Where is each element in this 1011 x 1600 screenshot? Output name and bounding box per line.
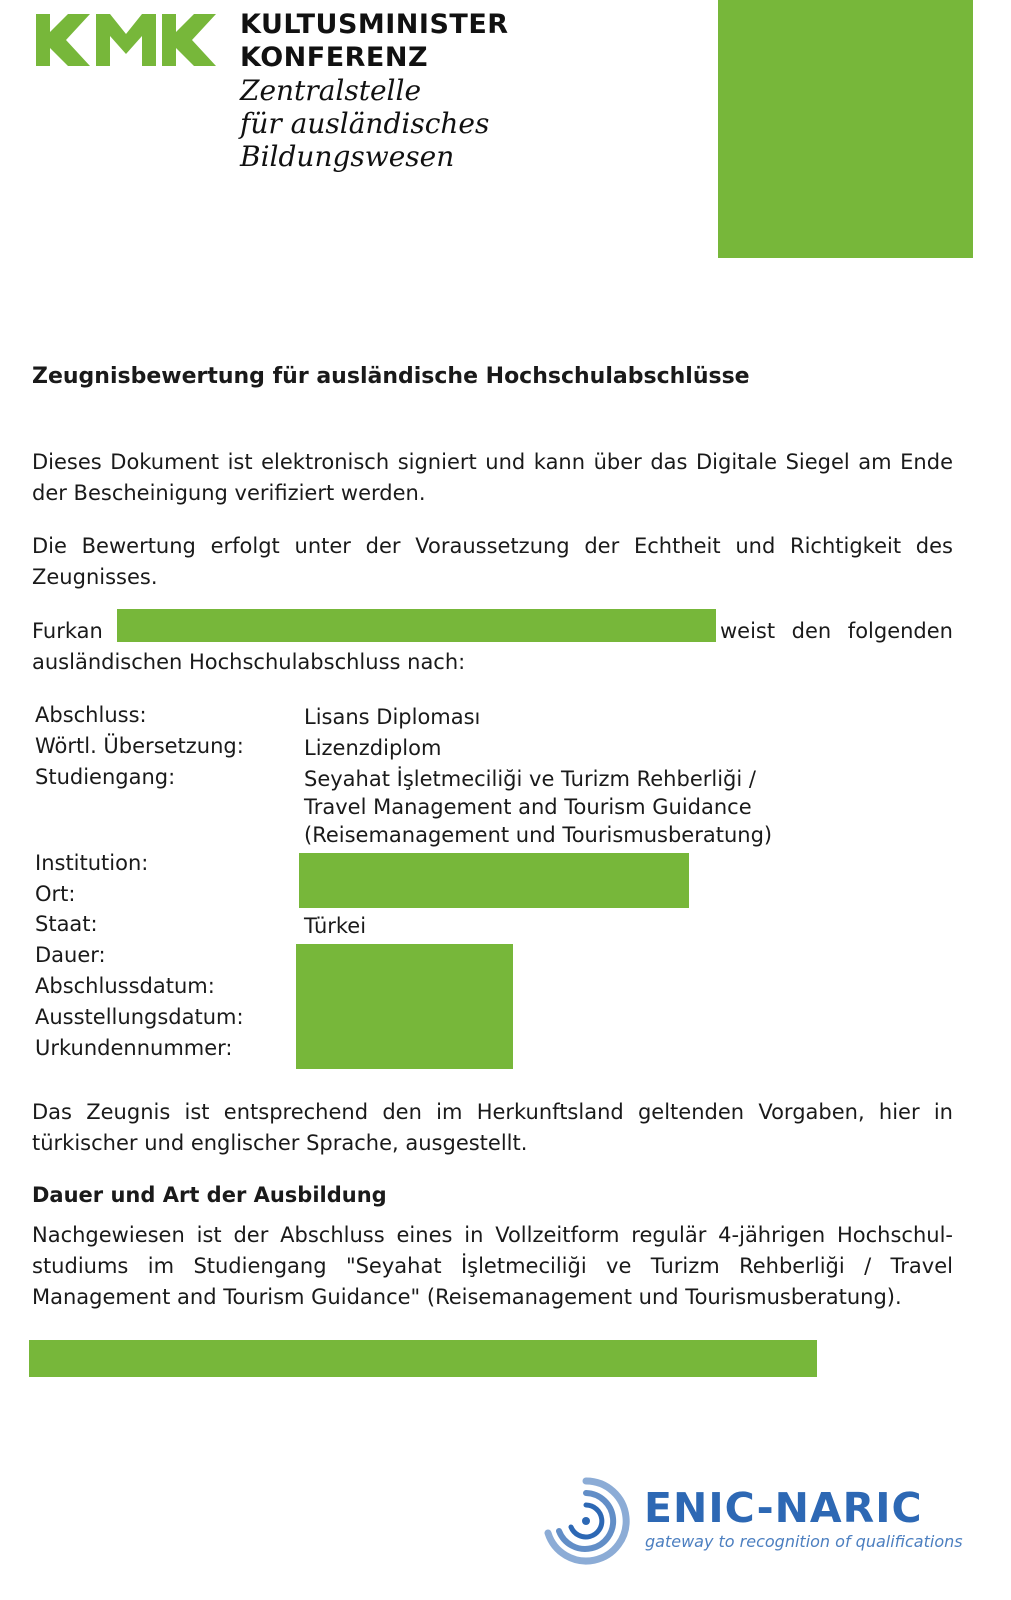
value-staat: Türkei bbox=[304, 914, 367, 938]
value-uebersetzung: Lizenzdiplom bbox=[304, 736, 442, 760]
studiengang-line-3: (Reisemanagement und Tourismusberatung) bbox=[304, 823, 773, 847]
org-sub-2: für ausländisches bbox=[240, 107, 490, 140]
label-dauer: Dauer: bbox=[35, 943, 106, 967]
intro-paragraph-2 bbox=[32, 531, 953, 593]
holder-sentence-text: weist den folgenden ausländischen Hochschulabschluss nach: bbox=[32, 619, 953, 674]
enic-naric-tagline: gateway to recognition of qualifications bbox=[645, 1532, 963, 1551]
section-paragraph bbox=[32, 1220, 953, 1313]
org-sub-3: Bildungswesen bbox=[240, 140, 455, 173]
intro-1-text: Dieses Dokument ist elektronisch signiert und kann über das Digitale Siegel am Ende der Bescheinigung verifiziert werden. bbox=[32, 450, 953, 505]
redaction-institution bbox=[299, 853, 689, 908]
label-ausstellungsdatum: Ausstellungsdatum: bbox=[35, 1005, 244, 1029]
studiengang-line-2: Travel Management and Tourism Guidance bbox=[304, 795, 752, 819]
label-staat: Staat: bbox=[35, 912, 98, 936]
enic-naric-name: ENIC-NARIC bbox=[644, 1484, 923, 1532]
holder-sentence bbox=[32, 616, 953, 678]
label-urkundennummer: Urkundennummer: bbox=[35, 1036, 233, 1060]
label-institution: Institution: bbox=[35, 851, 149, 875]
issuance-paragraph bbox=[32, 1097, 953, 1159]
kmk-logo-icon bbox=[36, 14, 216, 66]
section-text: Nachgewiesen ist der Abschluss eines in Vollzeitform regulär 4-jährigen Hochschul-studiums im Studiengang "Seyahat İşletmeciliği ve Turizm Rehberliği / Travel Management and Tourism Guidance" (Reisemanagement und Tourismusberatung). bbox=[32, 1223, 953, 1309]
section-heading: Dauer und Art der Ausbildung bbox=[32, 1183, 387, 1207]
label-uebersetzung: Wörtl. Übersetzung: bbox=[35, 734, 244, 758]
redaction-dates bbox=[296, 944, 513, 1069]
value-abschluss: Lisans Diploması bbox=[304, 705, 481, 729]
intro-paragraph-1 bbox=[32, 447, 953, 509]
label-studiengang: Studiengang: bbox=[35, 765, 176, 789]
organization-name bbox=[240, 8, 509, 173]
enic-naric-logo-icon bbox=[540, 1475, 632, 1567]
org-sub-1: Zentralstelle bbox=[240, 74, 422, 107]
redaction-footer-line bbox=[29, 1340, 817, 1377]
value-studiengang bbox=[304, 765, 772, 849]
label-abschluss: Abschluss: bbox=[35, 703, 147, 727]
redaction-block-header bbox=[718, 0, 973, 258]
holder-first-name: Furkan bbox=[32, 619, 103, 643]
label-ort: Ort: bbox=[35, 882, 76, 906]
issuance-text: Das Zeugnis ist entsprechend den im Herkunftsland geltenden Vorgaben, hier in türkischer und englischer Sprache, ausgestellt. bbox=[32, 1100, 953, 1155]
intro-2-text: Die Bewertung erfolgt unter der Voraussetzung der Echtheit und Richtigkeit des Zeugnisses. bbox=[32, 534, 953, 589]
label-abschlussdatum: Abschlussdatum: bbox=[35, 974, 215, 998]
document-title: Zeugnisbewertung für ausländische Hochschulabschlüsse bbox=[32, 364, 750, 389]
studiengang-line-1: Seyahat İşletmeciliği ve Turizm Rehberliği / bbox=[304, 767, 756, 791]
org-line-2: KONFERENZ bbox=[240, 42, 429, 73]
org-line-1: KULTUSMINISTER bbox=[240, 9, 509, 40]
